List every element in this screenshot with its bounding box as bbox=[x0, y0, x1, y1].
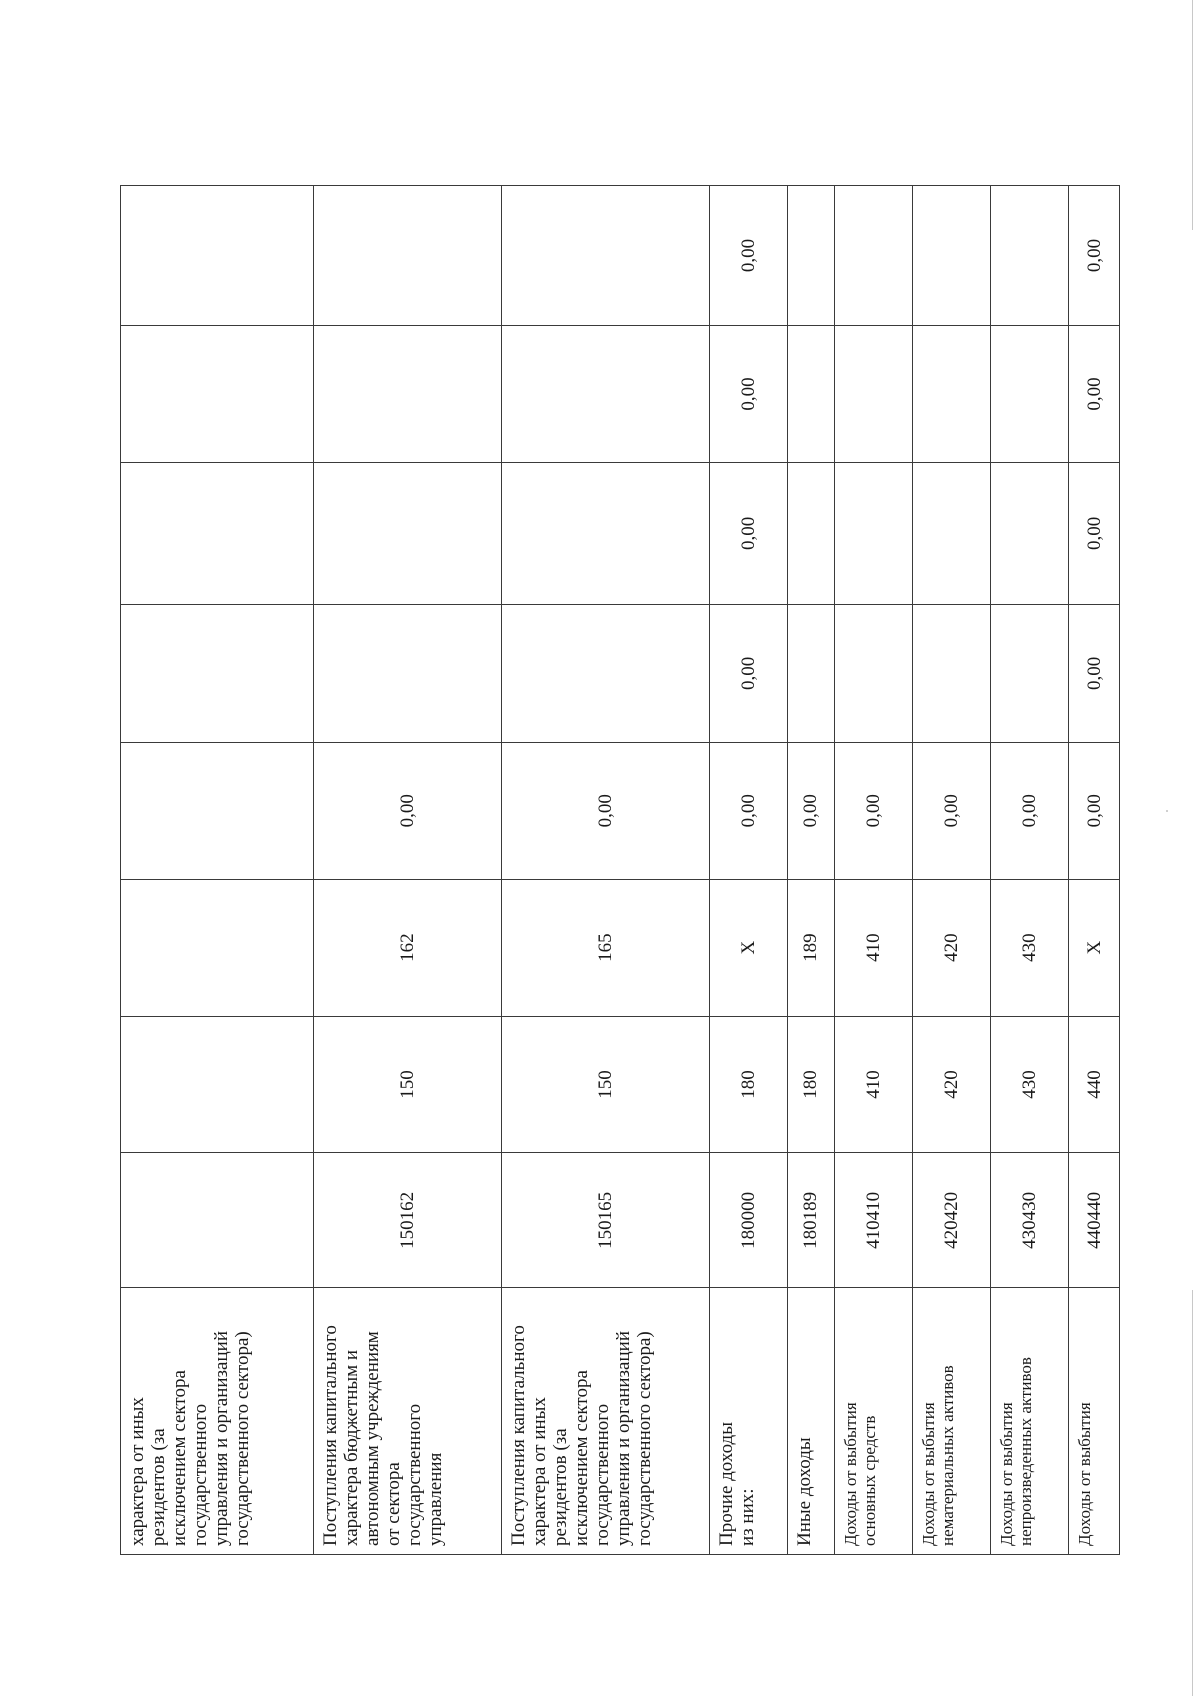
row-name-line: Иные доходы bbox=[794, 1437, 816, 1546]
table-row bbox=[314, 186, 501, 1555]
amount-cell: 0,00 bbox=[709, 186, 787, 326]
amount-cell bbox=[121, 604, 314, 742]
amount-cell bbox=[834, 326, 912, 463]
amount-cell: 0,00 bbox=[709, 742, 787, 879]
row-name-line: Доходы от выбытия bbox=[1075, 1402, 1095, 1546]
row-code-cell: 410410 bbox=[834, 1153, 912, 1288]
row-name-line: исключением сектора bbox=[570, 1370, 592, 1546]
row-code-cell: 420420 bbox=[912, 1153, 990, 1288]
row-name-line: государственного bbox=[591, 1403, 613, 1546]
amount-cell bbox=[834, 604, 912, 742]
amount-cell bbox=[121, 326, 314, 463]
row-analytic-cell: X bbox=[1069, 879, 1120, 1016]
row-analytic-cell: 430 bbox=[990, 879, 1068, 1016]
row-kosgu-cell: 410 bbox=[834, 1016, 912, 1153]
row-name-line: Прочие доходы bbox=[715, 1422, 737, 1546]
row-kosgu-cell: 180 bbox=[709, 1016, 787, 1153]
amount-cell bbox=[314, 326, 501, 463]
row-name-line: Доходы от выбытия bbox=[918, 1402, 938, 1546]
row-name-line: основных средств bbox=[859, 1415, 879, 1546]
row-name-line: резидентов (за bbox=[148, 1428, 169, 1546]
amount-cell bbox=[990, 462, 1068, 604]
row-kosgu-cell: 150 bbox=[314, 1016, 501, 1153]
row-kosgu-cell: 430 bbox=[990, 1016, 1068, 1153]
row-name-line: из них: bbox=[736, 1488, 758, 1546]
row-name-line: государственного сектора) bbox=[232, 1331, 253, 1546]
row-analytic-cell: X bbox=[709, 879, 787, 1016]
row-name-line: государственного bbox=[190, 1403, 211, 1546]
row-kosgu-cell: 420 bbox=[912, 1016, 990, 1153]
amount-cell: 0,00 bbox=[788, 742, 835, 879]
row-name-line: резидентов (за bbox=[549, 1428, 571, 1546]
amount-cell: 0,00 bbox=[1069, 742, 1120, 879]
row-code-cell: 180189 bbox=[788, 1153, 835, 1288]
amount-cell bbox=[314, 462, 501, 604]
row-analytic-cell: 189 bbox=[788, 879, 835, 1016]
row-code-cell: 150162 bbox=[314, 1153, 501, 1288]
table-row bbox=[1069, 186, 1120, 1555]
income-table bbox=[120, 185, 1120, 1555]
amount-cell bbox=[788, 462, 835, 604]
amount-cell bbox=[121, 186, 314, 326]
row-name-cell bbox=[834, 1288, 912, 1555]
row-name-cell bbox=[709, 1288, 787, 1555]
amount-cell: 0,00 bbox=[1069, 462, 1120, 604]
amount-cell bbox=[912, 604, 990, 742]
rotated-table-sheet bbox=[120, 185, 1120, 1555]
scan-dust bbox=[1166, 810, 1168, 812]
amount-cell bbox=[314, 186, 501, 326]
table-row bbox=[788, 186, 835, 1555]
row-code-cell: 440440 bbox=[1069, 1153, 1120, 1288]
row-name-line: управления bbox=[425, 1452, 447, 1546]
row-name-line: характера от иных bbox=[528, 1397, 550, 1546]
row-name-line: Доходы от выбытия bbox=[840, 1402, 860, 1546]
row-code-cell bbox=[121, 1153, 314, 1288]
amount-cell bbox=[912, 462, 990, 604]
amount-cell bbox=[501, 462, 709, 604]
amount-cell: 0,00 bbox=[834, 742, 912, 879]
table-row bbox=[709, 186, 787, 1555]
table-row bbox=[121, 186, 314, 1555]
row-name-line: Поступления капитального bbox=[320, 1325, 342, 1546]
scan-edge-mark bbox=[1192, 1290, 1193, 1696]
row-name-line: государственного bbox=[404, 1403, 426, 1546]
row-kosgu-cell bbox=[121, 1016, 314, 1153]
amount-cell bbox=[990, 604, 1068, 742]
row-name-cell bbox=[501, 1288, 709, 1555]
amount-cell: 0,00 bbox=[1069, 604, 1120, 742]
row-name-line: от сектора bbox=[383, 1462, 405, 1546]
scan-edge-mark bbox=[1192, 0, 1193, 230]
amount-cell: 0,00 bbox=[990, 742, 1068, 879]
amount-cell: 0,00 bbox=[1069, 326, 1120, 463]
amount-cell bbox=[121, 462, 314, 604]
row-kosgu-cell: 150 bbox=[501, 1016, 709, 1153]
amount-cell bbox=[990, 186, 1068, 326]
amount-cell: 0,00 bbox=[709, 326, 787, 463]
table-row bbox=[912, 186, 990, 1555]
row-analytic-cell: 410 bbox=[834, 879, 912, 1016]
table-row bbox=[990, 186, 1068, 1555]
amount-cell bbox=[990, 326, 1068, 463]
amount-cell bbox=[912, 326, 990, 463]
row-name-line: Поступления капитального bbox=[507, 1325, 529, 1546]
row-analytic-cell: 165 bbox=[501, 879, 709, 1016]
row-name-cell bbox=[912, 1288, 990, 1555]
amount-cell: 0,00 bbox=[314, 742, 501, 879]
amount-cell: 0,00 bbox=[709, 462, 787, 604]
row-analytic-cell bbox=[121, 879, 314, 1016]
amount-cell bbox=[501, 326, 709, 463]
amount-cell bbox=[501, 186, 709, 326]
row-kosgu-cell: 180 bbox=[788, 1016, 835, 1153]
amount-cell bbox=[788, 326, 835, 463]
amount-cell bbox=[834, 462, 912, 604]
row-kosgu-cell: 440 bbox=[1069, 1016, 1120, 1153]
row-analytic-cell: 162 bbox=[314, 879, 501, 1016]
row-name-cell bbox=[1069, 1288, 1120, 1555]
row-name-line: автономным учреждениям bbox=[362, 1331, 384, 1546]
table-row bbox=[834, 186, 912, 1555]
table-row bbox=[501, 186, 709, 1555]
row-code-cell: 180000 bbox=[709, 1153, 787, 1288]
row-code-cell: 150165 bbox=[501, 1153, 709, 1288]
row-name-line: управления и организаций bbox=[612, 1331, 634, 1546]
amount-cell bbox=[314, 604, 501, 742]
amount-cell: 0,00 bbox=[501, 742, 709, 879]
amount-cell: 0,00 bbox=[1069, 186, 1120, 326]
row-name-cell bbox=[314, 1288, 501, 1555]
amount-cell bbox=[121, 742, 314, 879]
row-name-line: государственного сектора) bbox=[633, 1331, 655, 1546]
row-name-cell bbox=[788, 1288, 835, 1555]
row-name-line: непроизведенных активов bbox=[1015, 1357, 1035, 1546]
row-name-cell bbox=[990, 1288, 1068, 1555]
amount-cell bbox=[834, 186, 912, 326]
amount-cell bbox=[788, 186, 835, 326]
row-name-line: характера бюджетным и bbox=[341, 1349, 363, 1546]
row-code-cell: 430430 bbox=[990, 1153, 1068, 1288]
amount-cell bbox=[501, 604, 709, 742]
row-name-line: управления и организаций bbox=[211, 1331, 232, 1546]
row-name-line: характера от иных bbox=[127, 1397, 148, 1546]
row-name-line: Доходы от выбытия bbox=[996, 1402, 1016, 1546]
row-name-line: исключением сектора bbox=[169, 1370, 190, 1546]
amount-cell: 0,00 bbox=[709, 604, 787, 742]
row-name-line: нематериальных активов bbox=[937, 1365, 957, 1546]
amount-cell: 0,00 bbox=[912, 742, 990, 879]
amount-cell bbox=[912, 186, 990, 326]
row-name-cell bbox=[121, 1288, 314, 1555]
row-analytic-cell: 420 bbox=[912, 879, 990, 1016]
amount-cell bbox=[788, 604, 835, 742]
